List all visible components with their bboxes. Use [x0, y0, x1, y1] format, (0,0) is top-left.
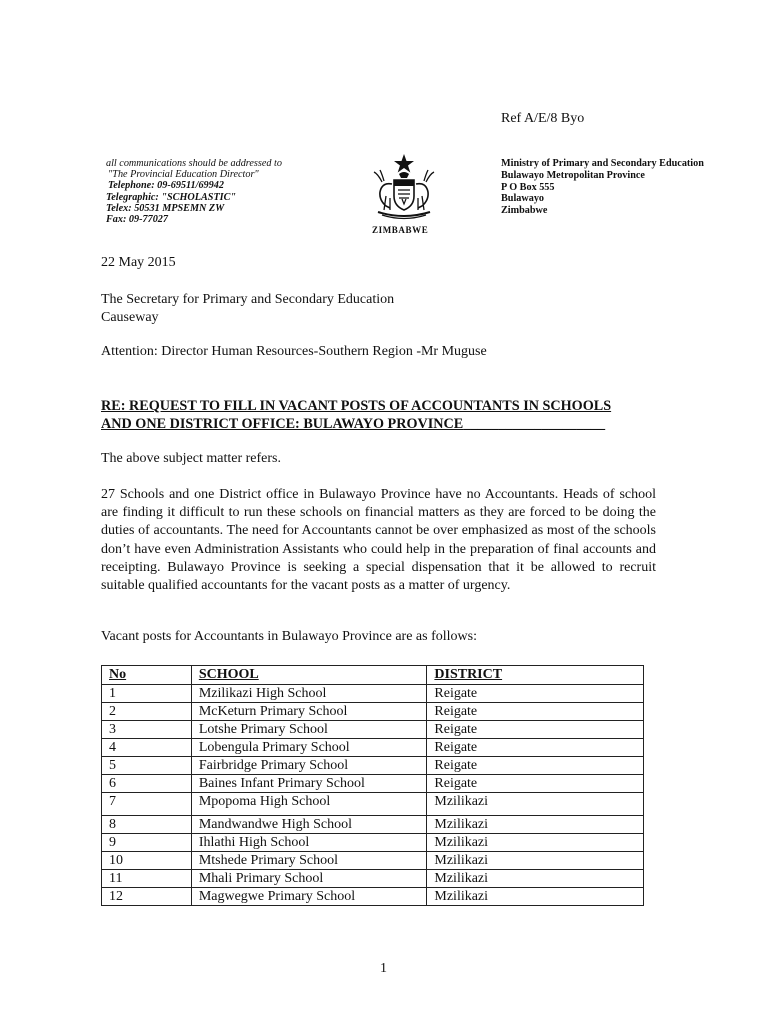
cell-no: 12 [102, 888, 192, 906]
cell-no: 6 [102, 775, 192, 793]
ministry-city: Bulawayo [501, 193, 545, 205]
cell-no: 8 [102, 816, 192, 834]
cell-no: 5 [102, 757, 192, 775]
table-row [102, 721, 644, 739]
correspondence-line: all communications should be addressed to [106, 158, 282, 169]
attention-line: Attention: Director Human Resources-Southern Region -Mr Muguse [101, 344, 487, 359]
cell-no: 11 [102, 870, 192, 888]
cell-school: Baines Infant Primary School [191, 775, 427, 793]
table-row [102, 793, 644, 816]
cell-no: 10 [102, 852, 192, 870]
body-paragraph: 27 Schools and one District office in Bulawayo Province have no Accountants. Heads of school are finding it difficult to run these schools on financial matters as they are forced to be doing the duties of accountants. The need for Accountants cannot be over emphasized as most of the schools don’t have even Administration Assistants who could help in the preparation of final accounts and receipting. Bulawayo Province is seeking a special dispensation that it be allowed to recruit suitable qualified accountants for the vacant posts as a matter of urgency. [101, 487, 656, 594]
letter-date: 22 May 2015 [101, 255, 176, 270]
table-row [102, 775, 644, 793]
ministry-name: Ministry of Primary and Secondary Education [501, 158, 704, 169]
cell-no: 2 [102, 703, 192, 721]
table-intro: Vacant posts for Accountants in Bulawayo Province are as follows: [101, 629, 477, 644]
ministry-po-box: P O Box 555 [501, 181, 555, 193]
recipient-line: Causeway [101, 310, 159, 325]
cell-school: McKeturn Primary School [191, 703, 427, 721]
cell-school: Mtshede Primary School [191, 852, 427, 870]
cell-school: Fairbridge Primary School [191, 757, 427, 775]
cell-school: Mpopoma High School [191, 793, 427, 816]
table-row [102, 757, 644, 775]
table-row [102, 888, 644, 906]
recipient-address [101, 291, 394, 327]
subject-line: RE: REQUEST TO FILL IN VACANT POSTS OF ACCOUNTANTS IN SCHOOLS [101, 398, 612, 414]
cell-district: Mzilikazi [427, 816, 644, 834]
ministry-province: Bulawayo Metropolitan Province [501, 169, 645, 181]
cell-school: Lotshe Primary School [191, 721, 427, 739]
table-row [102, 870, 644, 888]
reference-number: Ref A/E/8 Byo [501, 111, 585, 126]
table-row [102, 852, 644, 870]
recipient-line: The Secretary for Primary and Secondary Education [101, 292, 395, 307]
cell-district: Reigate [427, 703, 644, 721]
zimbabwe-coat-of-arms-icon [368, 152, 440, 222]
header-school: SCHOOL [191, 666, 427, 685]
table-row [102, 834, 644, 852]
subject-heading [101, 397, 661, 433]
correspondence-addressee: "The Provincial Education Director" [108, 169, 259, 181]
cell-school: Mhali Primary School [191, 870, 427, 888]
cell-district: Reigate [427, 721, 644, 739]
cell-district: Mzilikazi [427, 834, 644, 852]
header-district: DISTRICT [427, 666, 644, 685]
vacant-posts-table [101, 665, 644, 906]
cell-school: Lobengula Primary School [191, 739, 427, 757]
cell-school: Mandwandwe High School [191, 816, 427, 834]
telex: Telex: 50531 MPSEMN ZW [106, 202, 225, 214]
correspondence-block [106, 158, 282, 225]
subject-underscores: ____________________ [463, 416, 606, 432]
header-no: No [102, 666, 192, 685]
page-number: 1 [380, 961, 387, 976]
cell-school: Ihlathi High School [191, 834, 427, 852]
cell-no: 9 [102, 834, 192, 852]
cell-district: Mzilikazi [427, 888, 644, 906]
subject-line: AND ONE DISTRICT OFFICE: BULAWAYO PROVINCE [101, 416, 464, 432]
cell-district: Mzilikazi [427, 852, 644, 870]
cell-school: Mzilikazi High School [191, 685, 427, 703]
cell-district: Reigate [427, 757, 644, 775]
cell-district: Mzilikazi [427, 870, 644, 888]
table-row [102, 685, 644, 703]
cell-school: Magwegwe Primary School [191, 888, 427, 906]
fax: Fax: 09-77027 [106, 214, 168, 226]
table-row [102, 703, 644, 721]
cell-district: Reigate [427, 685, 644, 703]
cell-no: 1 [102, 685, 192, 703]
cell-no: 3 [102, 721, 192, 739]
table-row [102, 816, 644, 834]
telegraphic: Telegraphic: "SCHOLASTIC" [106, 191, 237, 203]
cell-district: Reigate [427, 739, 644, 757]
table-row [102, 739, 644, 757]
country-label: ZIMBABWE [372, 225, 429, 235]
cell-no: 4 [102, 739, 192, 757]
telephone: Telephone: 09-69511/69942 [108, 180, 224, 192]
table-header-row [102, 666, 644, 685]
cell-district: Mzilikazi [427, 793, 644, 816]
cell-district: Reigate [427, 775, 644, 793]
ministry-address [501, 158, 704, 217]
cell-no: 7 [102, 793, 192, 816]
intro-sentence: The above subject matter refers. [101, 451, 281, 466]
ministry-country: Zimbabwe [501, 205, 548, 217]
